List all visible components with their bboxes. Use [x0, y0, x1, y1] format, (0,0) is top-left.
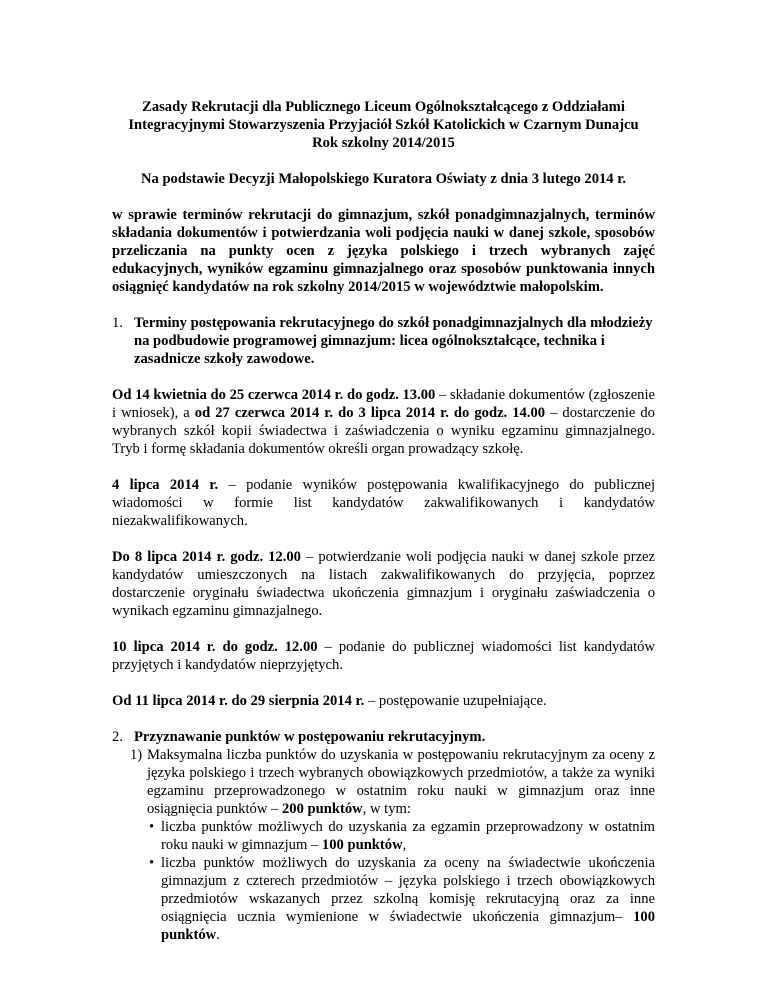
- section-2-title: Przyznawanie punktów w postępowaniu rekrutacyjnym.: [134, 729, 486, 745]
- legal-basis: Na podstawie Decyzji Małopolskiego Kuratora Oświaty z dnia 3 lutego 2014 r.: [140, 171, 627, 187]
- schedule-paragraph-5: [112, 692, 655, 710]
- schedule-paragraph-1: [112, 386, 655, 458]
- text-fragment: liczba punktów możliwych do uzyskania za oceny na świadectwie ukończenia gimnazjum z czterech przedmiotów – języka polskiego i trzech obowiązkowych przedmiotów wskazanych przez szkolną komisję rekrutacyjną oraz za inne osiągnięcia ucznia wymienione w świadectwie ukończenia gimnazjum–: [161, 855, 655, 925]
- text-fragment: liczba punktów możliwych do uzyskania za egzamin przeprowadzony w ostatnim roku nauki w gimnazjum –: [161, 819, 655, 853]
- text-fragment: – podanie wyników postępowania kwalifikacyjnego do publicznej wiadomości w formie list kandydatów zakwalifikowanych i kandydatów niezakwalifikowanych.: [112, 477, 655, 529]
- title-line-3: Rok szkolny 2014/2015: [312, 135, 455, 151]
- bullet-text: [161, 854, 655, 944]
- text-fragment: .: [216, 927, 220, 943]
- bullet-text: [161, 818, 655, 854]
- document-title: [112, 98, 655, 152]
- item-1-text: [147, 746, 655, 818]
- date-results: 4 lipca 2014 r.: [112, 477, 219, 493]
- date-lists: 10 lipca 2014 r. do godz. 12.00: [112, 639, 318, 655]
- section-1-title: Terminy postępowania rekrutacyjnego do szkół ponadgimnazjalnych dla młodzieży na podbudowie programowej gimnazjum: licea ogólnokształcące, technika i zasadnicze szkoły zawodowe.: [134, 315, 653, 367]
- intro-paragraph: w sprawie terminów rekrutacji do gimnazjum, szkół ponadgimnazjalnych, terminów składania dokumentów i potwierdzania woli podjęcia nauki w danej szkole, sposobów przeliczania na punkty ocen z języka polskiego i trzech wybranych zajęć edukacyjnych, wyników egzaminu gimnazjalnego oraz sposobów punktowania innych osiągnięć kandydatów na rok szkolny 2014/2015 w województwie małopolskim.: [112, 207, 655, 295]
- date-confirmation: Do 8 lipca 2014 r. godz. 12.00: [112, 549, 301, 565]
- schedule-paragraph-4: [112, 638, 655, 674]
- date-range-1: Od 14 kwietnia do 25 czerwca 2014 r. do godz. 13.00: [112, 387, 436, 403]
- section-2-number: 2.: [112, 729, 123, 745]
- item-1-number: 1): [130, 747, 143, 763]
- text-fragment: – potwierdzanie woli podjęcia nauki w danej szkole przez kandydatów umieszczonych na listach zakwalifikowanych do przyjęcia, poprzez dostarczenie oryginału świadectwa ukończenia gimnazjum i oryginału zaświadczenia o wynikach egzaminu gimnazjalnego.: [112, 549, 656, 619]
- schedule-paragraph-2: [112, 476, 655, 530]
- section-1-number: 1.: [112, 315, 123, 331]
- title-line-1: Zasady Rekrutacji dla Publicznego Liceum Ogólnokształcącego z Oddziałami: [142, 99, 625, 115]
- list-item: [147, 854, 655, 944]
- text-fragment: – podanie do publicznej wiadomości list kandydatów przyjętych i kandydatów nieprzyjętych.: [112, 639, 656, 673]
- text-fragment: – postępowanie uzupełniające.: [364, 693, 547, 709]
- text-fragment: – dostarczenie do wybranych szkół kopii świadectwa i zaświadczenia o wyniku egzaminu gimnazjalnego. Tryb i formę składania dokumentów określi organ prowadzący szkołę.: [112, 405, 655, 457]
- text-fragment: Maksymalna liczba punktów do uzyskania w postępowaniu rekrutacyjnym za oceny z języka polskiego i trzech wybranych obowiązkowych przedmiotów, a także za wyniki egzaminu przeprowadzonego w ostatnim roku nauki w gimnazjum oraz inne osiągnięcia punktów –: [147, 747, 655, 817]
- section-2-heading: [112, 728, 655, 746]
- date-range-2: od 27 czerwca 2014 r. do 3 lipca 2014 r. do godz. 14.00: [194, 405, 546, 421]
- section-2-item-1: [130, 746, 655, 944]
- bullet-icon: •: [149, 855, 155, 871]
- text-fragment: ,: [402, 837, 407, 853]
- points-exam: 100 punktów: [321, 837, 403, 853]
- bullet-icon: •: [149, 819, 155, 835]
- points-breakdown-list: [147, 818, 655, 944]
- points-grades: 100 punktów: [161, 909, 655, 943]
- points-total: 200 punktów: [281, 801, 363, 817]
- list-item: [147, 818, 655, 854]
- schedule-paragraph-3: [112, 548, 655, 620]
- item-1-body: [147, 746, 655, 944]
- text-fragment: – składanie dokumentów (zgłoszenie i wniosek), a: [112, 387, 656, 421]
- title-line-2: Integracyjnymi Stowarzyszenia Przyjaciół Szkół Katolickich w Czarnym Dunajcu: [128, 117, 639, 133]
- section-1-heading: [112, 314, 655, 368]
- date-supplementary: Od 11 lipca 2014 r. do 29 sierpnia 2014 r.: [112, 693, 365, 709]
- text-fragment: , w tym:: [362, 801, 411, 817]
